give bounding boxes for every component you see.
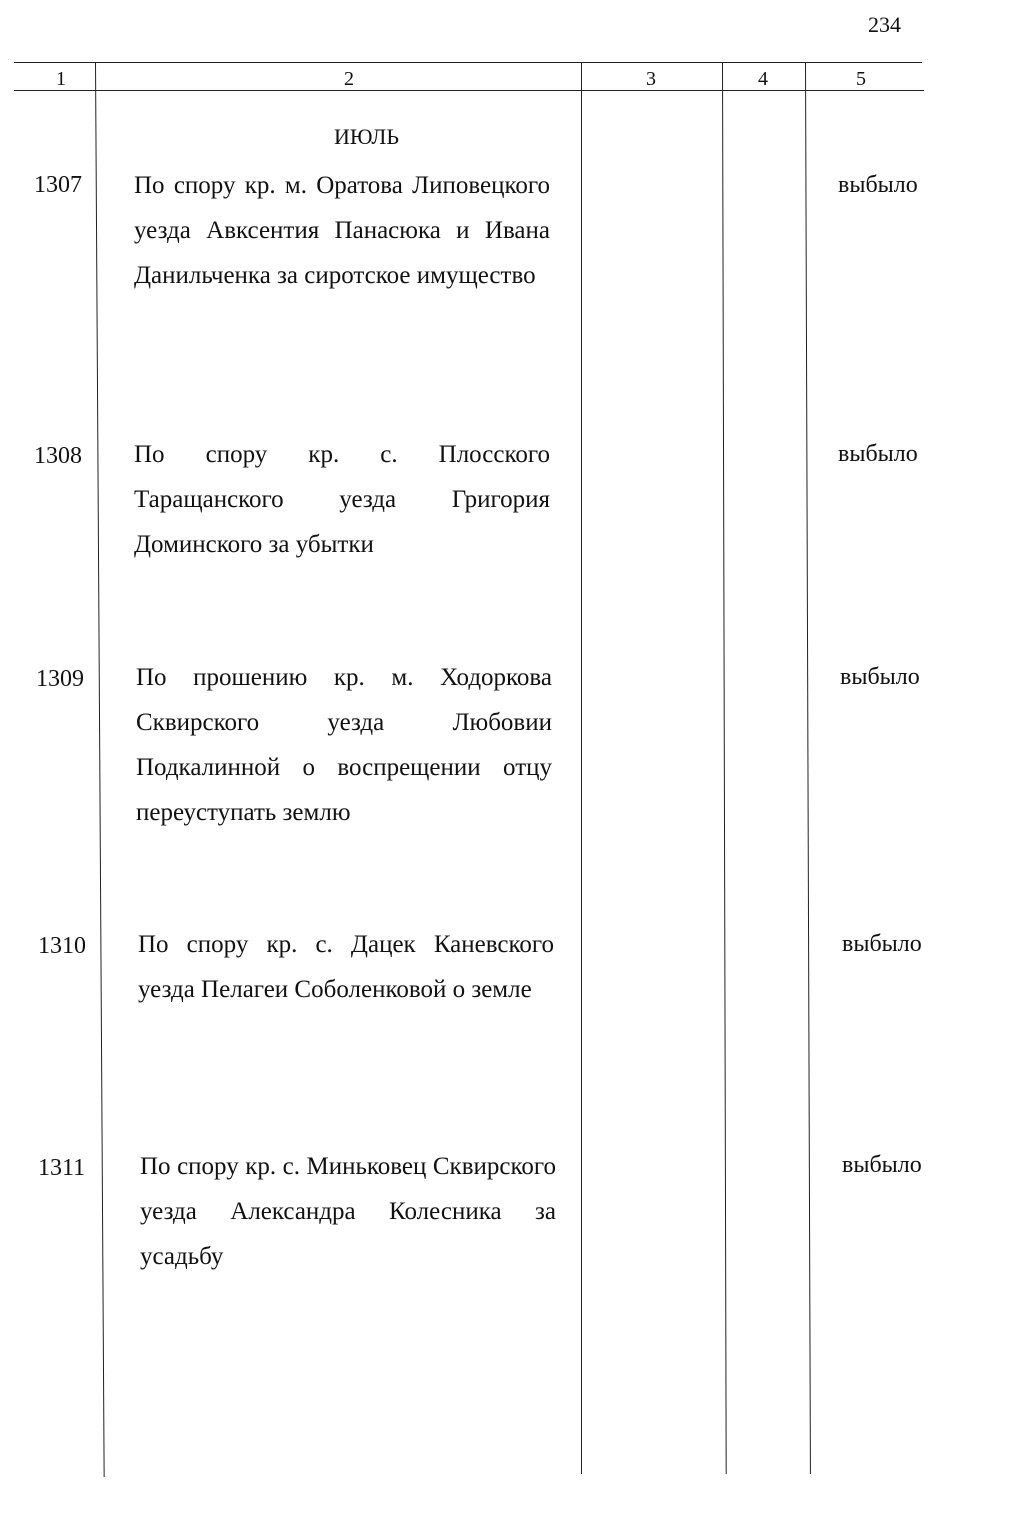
column-divider [95,62,105,1477]
column-divider [805,62,811,1474]
table-top-rule [14,62,922,63]
month-heading: ИЮЛЬ [334,124,399,149]
entry-text: По спору кр. с. Плосского Таращанского уезда Григория Доминского за убытки [134,441,550,558]
header-bottom-rule [14,90,924,91]
entry-status: выбыло [840,664,920,690]
entry-status: выбыло [842,931,922,957]
entry-number: 1307 [34,172,82,198]
entry-number: 1310 [38,933,86,959]
entry-number: 1308 [34,443,82,469]
column-header-1: 1 [56,68,66,90]
entry-status: выбыло [838,172,918,198]
column-header-5: 5 [856,68,866,90]
entry-status: выбыло [838,441,918,467]
entry-status: выбыло [842,1152,922,1178]
column-header-2: 2 [344,68,354,90]
column-divider [581,62,582,1474]
column-header-4: 4 [758,68,768,90]
entry-text: По спору кр. с. Миньковец Сквирского уезда Александра Колесника за усадьбу [140,1153,556,1270]
entry-text: По спору кр. с. Дацек Каневского уезда Пелагеи Соболенковой о земле [138,931,554,1003]
entry-text: По прошению кр. м. Ходоркова Сквирского уезда Любовии Подкалинной о воспрещении отцу переуступать землю [136,664,552,826]
column-divider [722,62,727,1474]
entry-number: 1309 [36,666,84,692]
entry-text: По спору кр. м. Оратова Липовецкого уезда Авксентия Панасюка и Ивана Данильченка за сиротское имущество [134,172,550,289]
entry-number: 1311 [38,1155,86,1181]
column-header-3: 3 [646,68,656,90]
page-number: 234 [868,12,901,37]
